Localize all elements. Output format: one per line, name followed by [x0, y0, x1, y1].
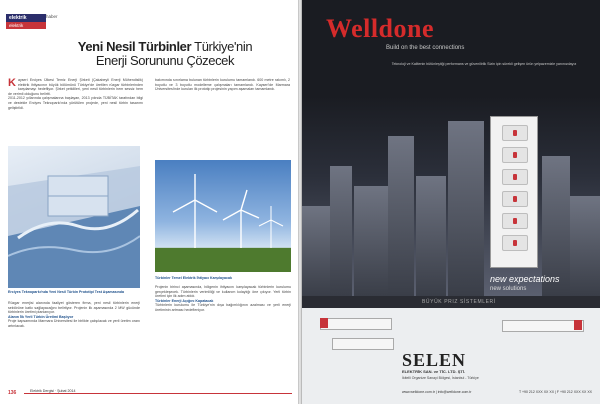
intro-text: ayseri Erciyes Ülkesi Temiz Enerji Şirketi (Çakabeyli Enerji Mühendislik) elektrik ihtiyacının büyük bölümünü Türkiye'de üretilen rüzgar türbinlerinden karşılamayı hedefliyor. Şirket yetkilileri, yeni nesil türbinlerin hem sessiz hem de verimli olduğunu belirtti.	[8, 78, 143, 96]
section-tag	[6, 14, 46, 34]
ad-body-text: Teknoloji ve Kalitenin bütünleştiği performans ve güvenilirlik Sizin için sürekli gelişen ürün yelpazemizle yanınızdayız	[391, 62, 577, 66]
product-strip	[502, 320, 584, 332]
body-right	[155, 285, 291, 313]
tagline	[490, 274, 560, 294]
brand-logo	[326, 14, 576, 51]
company-contact	[402, 390, 592, 394]
power-strip-product	[490, 116, 538, 268]
dropcap: K	[8, 77, 16, 89]
building	[448, 121, 484, 296]
socket	[502, 125, 528, 141]
product-strip	[320, 318, 392, 330]
brand-name: Welldone	[326, 14, 435, 43]
building	[570, 196, 600, 296]
section-tag-top: elektrik	[6, 14, 46, 22]
product-switch	[320, 318, 328, 328]
intro-text-2: 2011-2012 yıllarında çalışmalarına başlayan, 2013 yılında TÜBİTAK tarafından bilgi ve destekle Erciyes Teknoparkı'nda yürütülen projede, yeni nesil türbin tasarımı geliştirildi.	[8, 96, 143, 110]
socket	[502, 235, 528, 251]
product-switch	[574, 320, 582, 330]
wind-turbine-photo	[155, 160, 291, 272]
tagline-solutions: new solutions	[490, 286, 527, 292]
product-strip	[332, 338, 394, 350]
company-logo: SELEN	[402, 350, 467, 370]
company-phone: T +90 212 XXX XX XX | F +90 212 XXX XX XX	[518, 390, 592, 394]
title-bold: Yeni Nesil Türbinler	[77, 39, 192, 54]
body-left	[8, 301, 140, 329]
company-web: www.welldone.com.tr | info@welldone.com.tr	[402, 390, 472, 394]
building	[302, 206, 332, 296]
column-left	[8, 78, 143, 110]
tagline-expectations: new expectations	[490, 274, 560, 284]
building	[330, 166, 352, 296]
product-band	[302, 296, 600, 308]
left-page	[0, 0, 298, 404]
page-footer	[8, 390, 292, 398]
company-address: İkitelli Organize Sanayi Bölgesi, İstanbul - Türkiye	[402, 376, 479, 380]
col2-text: bakımında sınırlama bulunan türbinlerin kurulumu tamamlandı. 600 metre rakımlı, 2 boyutlu ve 3 boyutlu modelleme çalışmaları tamamlandı. Kayseri'de Marmara Üniversitesi'nde kurulan ilk prototip projesinin yapım aşamaları tamamlandı.	[155, 78, 290, 92]
band-text: BÜYÜK PRIZ SİSTEMLERİ	[422, 299, 496, 305]
brand-slogan: Build on the best connections	[386, 45, 465, 51]
page-number: 136	[8, 390, 17, 396]
body-left-text: Rüzgar enerjisi alanında faaliyet gösteren firma, yeni nesil türbinlerin enerji sektörüne katkı sağlayacağını belirtiyor. Projenin ilk aşamasında 2 MW gücünde türbinlerin üretimi planlanıyor.	[8, 301, 140, 315]
socket	[502, 191, 528, 207]
advertisement-page	[302, 0, 600, 404]
building	[416, 176, 446, 296]
title-line2: Enerji Sorununu Çözecek	[95, 53, 235, 68]
building	[354, 186, 388, 296]
socket	[502, 147, 528, 163]
section-tag-bottom: elektrik	[6, 22, 46, 29]
socket	[502, 213, 528, 229]
category-label: haber	[46, 14, 58, 19]
city-skyline	[302, 96, 600, 296]
building	[388, 136, 414, 296]
column-right	[155, 78, 290, 92]
footer-text: Elektrik Dergisi · Şubat 2014	[30, 389, 76, 393]
subhead-left: Alanın İlk Yerli Türbin Üretimi Başlıyor	[8, 314, 74, 319]
caption-left: Erciyes Teknoparkı'nda Yeni Nesil Türbin Prototipi Test Aşamasında	[8, 290, 124, 294]
company-subtitle: ELEKTRİK SAN. ve TİC. LTD. ŞTİ.	[402, 369, 466, 374]
subhead-right: Türbinler Enerji Açığını Kapatacak	[155, 298, 214, 303]
footer-rule	[24, 393, 292, 394]
socket	[502, 169, 528, 185]
title-light: Türkiye'nin	[191, 39, 253, 54]
caption-right: Türbinler Temel Elektrik İhtiyacı Karşılayacak	[155, 276, 233, 280]
body-right-text-2: Türbinlerin kurulumu ile Türkiye'nin dışa bağımlılığının azalması ve yerli enerji üretiminin artması hedefleniyor.	[155, 303, 291, 312]
body-left-text-2: Proje kapsamında Marmara Üniversitesi ile birlikte çalışılacak ve yerli üretim oranı artırılacak.	[8, 319, 140, 328]
article-title	[40, 40, 290, 68]
body-right-text: Projenin birinci aşamasında, bölgenin ihtiyacını karşılayacak türbinlerin kurulumu gerçekleşecek. Türbinlerin verimliliği ve kullanım kolaylığı öne çıkıyor. Yerli türbin üretimi için ilk adım atıldı.	[155, 285, 291, 299]
flood-barrier-photo	[8, 146, 140, 288]
